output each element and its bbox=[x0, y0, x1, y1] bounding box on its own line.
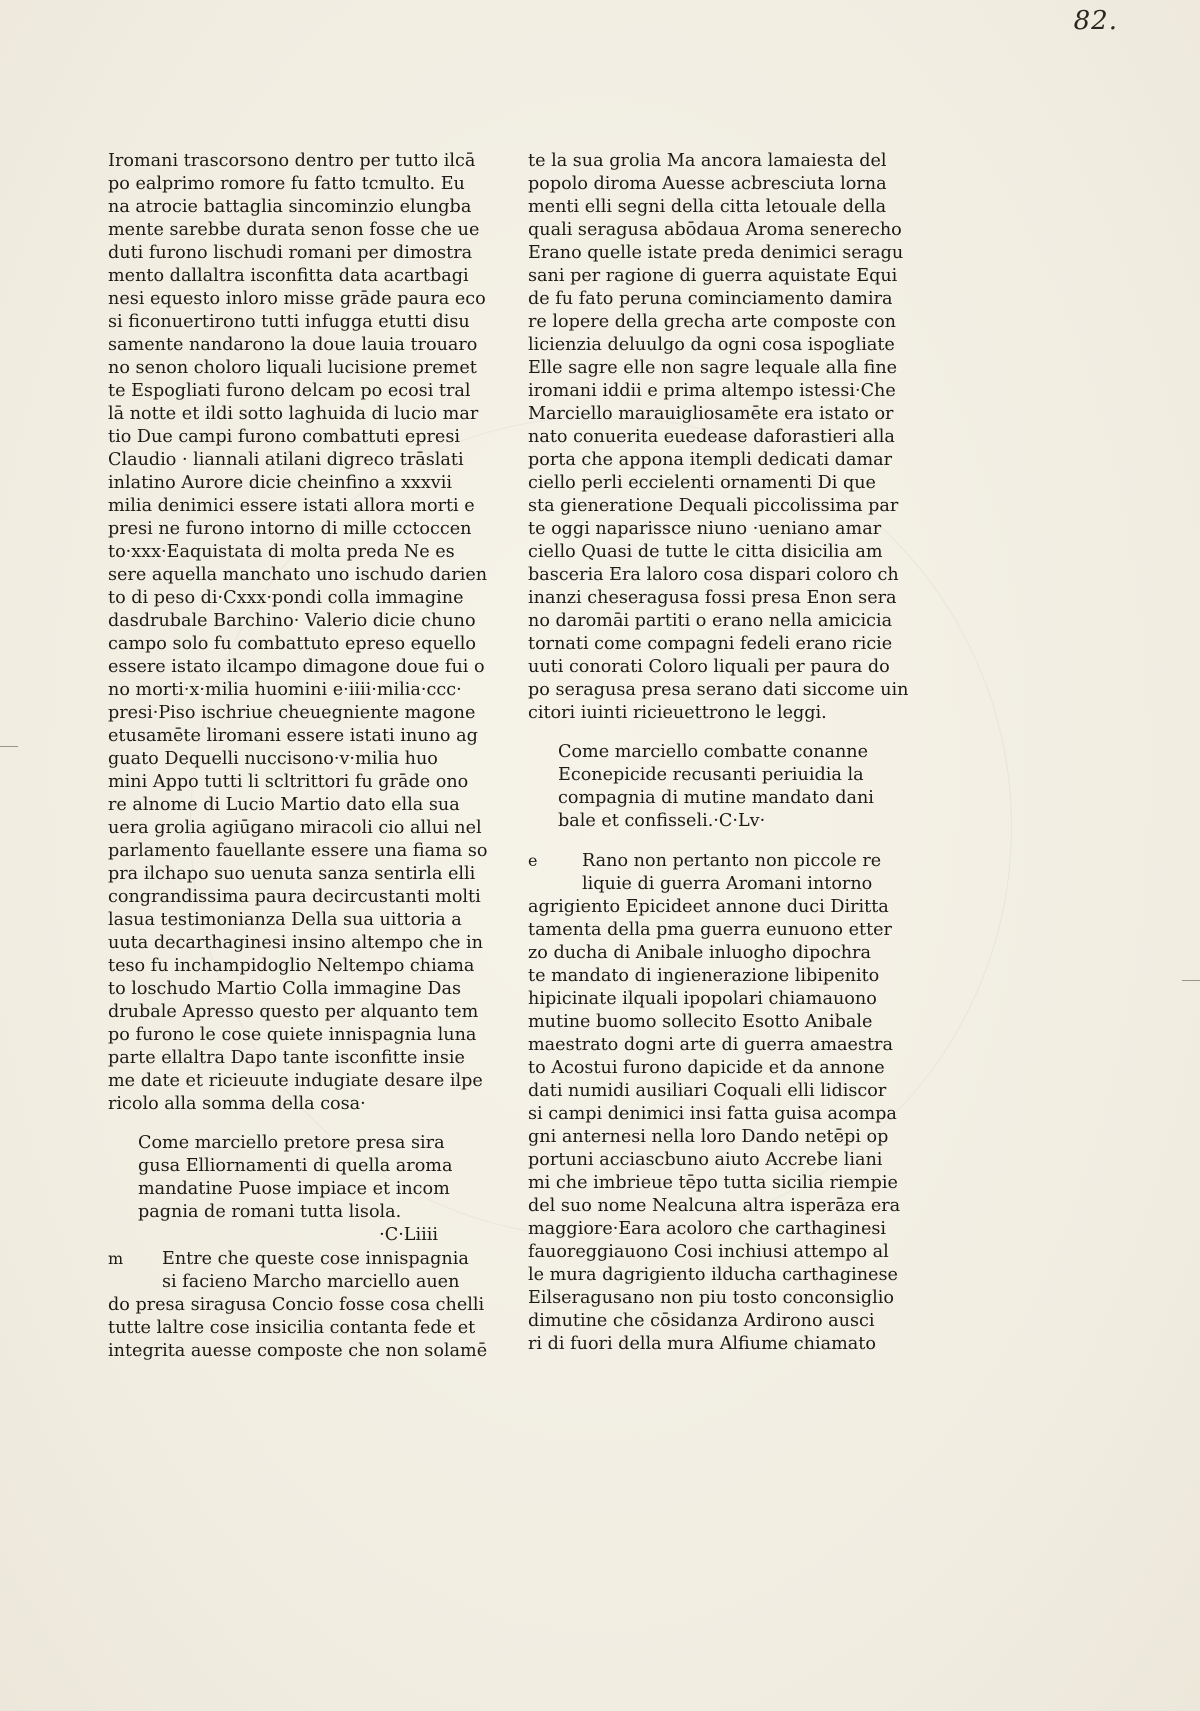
heading-line: compagnia di mutine mandato dani bbox=[558, 788, 874, 808]
text-line: licienzia deluulgo da ogni cosa ispogliate bbox=[528, 335, 895, 355]
text-line-content: agrigiento Epicideet annone duci Diritta bbox=[528, 897, 889, 917]
text-line: tornati come compagni fedeli erano ricie bbox=[528, 634, 893, 654]
text-line: to·xxx·Eaquistata di molta preda Ne es bbox=[108, 542, 455, 562]
initial-letter: e bbox=[528, 851, 538, 870]
text-line: ciello Quasi de tutte le citta disicilia am bbox=[528, 542, 883, 562]
text-line bbox=[528, 1218, 887, 1241]
text-line: tio Due campi furono combattuti epresi bbox=[108, 427, 460, 447]
text-line: te Espogliati furono delcam po ecosi tral bbox=[108, 381, 471, 401]
text-line: uuta decarthaginesi insino altempo che in bbox=[108, 933, 484, 953]
text-line-content: si facieno Marcho marciello auen bbox=[162, 1272, 460, 1292]
text-line: milia denimici essere istati allora morti e bbox=[108, 496, 475, 516]
text-line bbox=[108, 1340, 488, 1363]
margin-mark-left bbox=[0, 746, 18, 747]
text-line bbox=[528, 919, 892, 942]
text-line: lā notte et ildi sotto laghuida di lucio mar bbox=[108, 404, 479, 424]
text-line bbox=[528, 1149, 883, 1172]
text-line-content: portuni acciascbuno aiuto Accrebe liani bbox=[528, 1150, 883, 1170]
text-line bbox=[108, 1247, 469, 1271]
text-line: si ficonuertirono tutti infugga etutti disu bbox=[108, 312, 470, 332]
text-line: nesi equesto inloro misse grāde paura eco bbox=[108, 289, 486, 309]
text-line bbox=[528, 1080, 887, 1103]
left-body-text bbox=[108, 150, 488, 1116]
text-line bbox=[528, 965, 880, 988]
text-line-content: dati numidi ausiliari Coquali elli lidiscor bbox=[528, 1081, 887, 1101]
left-chapter-number: ·C·Liiii bbox=[379, 1225, 438, 1245]
text-line: uera grolia agiūgano miracoli cio allui nel bbox=[108, 818, 482, 838]
text-line-content: mi che imbrieue tēpo tutta sicilia riempie bbox=[528, 1173, 898, 1193]
heading-line: pagnia de romani tutta lisola. bbox=[138, 1202, 402, 1222]
heading-line: Come marciello combatte conanne bbox=[558, 742, 869, 762]
text-line bbox=[108, 1294, 485, 1317]
text-line: parlamento fauellante essere una fiama so bbox=[108, 841, 488, 861]
text-line: te la sua grolia Ma ancora lamaiesta del bbox=[528, 151, 887, 171]
text-line bbox=[528, 896, 889, 919]
text-line: iromani iddii e prima altempo istessi·Che bbox=[528, 381, 896, 401]
text-line: teso fu inchampidoglio Neltempo chiama bbox=[108, 956, 475, 976]
text-line: pra ilchapo suo uenuta sanza sentirla elli bbox=[108, 864, 476, 884]
text-line bbox=[528, 1011, 873, 1034]
text-line: mini Appo tutti li scltrittori fu grāde ono bbox=[108, 772, 469, 792]
text-line: nato conuerita euedease daforastieri alla bbox=[528, 427, 895, 447]
text-line: presi ne furono intorno di mille cctoccen bbox=[108, 519, 472, 539]
heading-line: mandatine Puose impiace et incom bbox=[138, 1179, 450, 1199]
text-line bbox=[528, 1103, 897, 1126]
text-line: congrandissima paura decircustanti molti bbox=[108, 887, 481, 907]
text-line: menti elli segni della citta letouale della bbox=[528, 197, 887, 217]
text-line-content: tutte laltre cose insicilia contanta fede et bbox=[108, 1318, 476, 1338]
left-column bbox=[108, 150, 488, 1363]
text-line-content: fauoreggiauono Cosi inchiusi attempo al bbox=[528, 1242, 889, 1262]
right-chapter-heading bbox=[528, 741, 874, 833]
text-line: re lopere della grecha arte composte con bbox=[528, 312, 896, 332]
text-line: no daromāi partiti o erano nella amicicia bbox=[528, 611, 893, 631]
text-line: no senon choloro liquali lucisione premet bbox=[108, 358, 477, 378]
text-line bbox=[528, 988, 877, 1011]
text-line: presi·Piso ischriue cheuegniente magone bbox=[108, 703, 476, 723]
text-line: lasua testimonianza Della sua uittoria a bbox=[108, 910, 462, 930]
text-line: campo solo fu combattuto epreso equello bbox=[108, 634, 476, 654]
text-line: na atrocie battaglia sincominzio elungba bbox=[108, 197, 472, 217]
heading-line: Come marciello pretore presa sira bbox=[138, 1133, 445, 1153]
text-line: quali seragusa abōdaua Aroma senerecho bbox=[528, 220, 902, 240]
text-line bbox=[528, 1333, 876, 1356]
text-line: citori iuinti ricieuettrono le leggi. bbox=[528, 703, 827, 723]
text-line: po furono le cose quiete innispagnia luna bbox=[108, 1025, 477, 1045]
text-line: Claudio · liannali atilani digreco trāslati bbox=[108, 450, 464, 470]
text-line: ciello perli eccielenti ornamenti Di que bbox=[528, 473, 876, 493]
text-line bbox=[528, 1310, 875, 1333]
text-line bbox=[528, 1126, 889, 1149]
text-line-content: Rano non pertanto non piccole re bbox=[582, 851, 882, 871]
text-line: po ealprimo romore fu fatto tcmulto. Eu bbox=[108, 174, 465, 194]
text-line-content: do presa siragusa Concio fosse cosa chelli bbox=[108, 1295, 485, 1315]
text-line bbox=[528, 1057, 885, 1080]
text-line: uuti conorati Coloro liquali per paura do bbox=[528, 657, 890, 677]
text-line: to di peso di·Cxxx·pondi colla immagine bbox=[108, 588, 464, 608]
text-line-content: te mandato di ingienerazione libipenito bbox=[528, 966, 880, 986]
text-line: mento dallaltra isconfitta data acartbagi bbox=[108, 266, 469, 286]
text-line: sani per ragione di guerra aquistate Equi bbox=[528, 266, 898, 286]
initial-letter: m bbox=[108, 1249, 124, 1268]
text-line bbox=[528, 1287, 894, 1310]
text-line: ricolo alla somma della cosa· bbox=[108, 1094, 366, 1114]
text-line bbox=[528, 1264, 898, 1287]
text-line: etusamēte liromani essere istati inuno ag bbox=[108, 726, 478, 746]
text-line: sere aquella manchato uno ischudo darien bbox=[108, 565, 488, 585]
heading-line-text: bale et confisseli. bbox=[558, 811, 714, 831]
text-line-content: maggiore·Eara acoloro che carthaginesi bbox=[528, 1219, 887, 1239]
left-chapter-heading bbox=[108, 1132, 453, 1224]
page-number: 82. bbox=[1073, 6, 1118, 36]
text-line: Iromani trascorsono dentro per tutto ilcā bbox=[108, 151, 476, 171]
text-line: no morti·x·milia huomini e·iiii·milia·ccc· bbox=[108, 680, 462, 700]
text-line-content: liquie di guerra Aromani intorno bbox=[582, 874, 873, 894]
right-column bbox=[528, 150, 909, 1356]
text-line: re alnome di Lucio Martio dato ella sua bbox=[108, 795, 460, 815]
text-line bbox=[528, 1172, 898, 1195]
right-body-text bbox=[528, 150, 909, 725]
text-line: Marciello marauigliosamēte era istato or bbox=[528, 404, 894, 424]
heading-line bbox=[558, 810, 860, 833]
right-chapter-number: ·C·Lv· bbox=[713, 811, 766, 831]
text-line: basceria Era laloro cosa dispari coloro ch bbox=[528, 565, 899, 585]
text-line-content: hipicinate ilquali ipopolari chiamauono bbox=[528, 989, 877, 1009]
text-line: de fu fato peruna cominciamento damira bbox=[528, 289, 893, 309]
text-line: popolo diroma Auesse acbresciuta lorna bbox=[528, 174, 887, 194]
text-line bbox=[528, 942, 871, 965]
text-line: essere istato ilcampo dimagone doue fui o bbox=[108, 657, 485, 677]
right-chapter-opening-text bbox=[528, 849, 901, 1356]
text-line-content: Entre che queste cose innispagnia bbox=[162, 1249, 469, 1269]
heading-line: gusa Elliornamenti di quella aroma bbox=[138, 1156, 453, 1176]
text-line: te oggi naparissce niuno ·ueniano amar bbox=[528, 519, 882, 539]
text-line bbox=[108, 1271, 460, 1294]
text-line: samente nandarono la doue lauia trouaro bbox=[108, 335, 478, 355]
text-line-content: integrita auesse composte che non solamē bbox=[108, 1341, 488, 1361]
text-line-content: si campi denimici insi fatta guisa acompa bbox=[528, 1104, 897, 1124]
text-line: inanzi cheseragusa fossi presa Enon sera bbox=[528, 588, 897, 608]
text-line: drubale Apresso questo per alquanto tem bbox=[108, 1002, 479, 1022]
text-line: mente sarebbe durata senon fosse che ue bbox=[108, 220, 480, 240]
text-line-content: to Acostui furono dapicide et da annone bbox=[528, 1058, 885, 1078]
text-line bbox=[108, 1317, 476, 1340]
text-line-content: Eilseragusano non piu tosto conconsiglio bbox=[528, 1288, 894, 1308]
text-line: duti furono lischudi romani per dimostra bbox=[108, 243, 473, 263]
text-line-content: mutine buomo sollecito Esotto Anibale bbox=[528, 1012, 873, 1032]
text-line-content: tamenta della pma guerra eunuono etter bbox=[528, 920, 892, 940]
margin-mark-right bbox=[1182, 980, 1200, 981]
heading-line: Econepicide recusanti periuidia la bbox=[558, 765, 864, 785]
text-line bbox=[528, 1034, 893, 1057]
text-line-content: zo ducha di Anibale inluogho dipochra bbox=[528, 943, 871, 963]
text-line bbox=[528, 873, 873, 896]
text-line: parte ellaltra Dapo tante isconfitte insie bbox=[108, 1048, 465, 1068]
text-line: Elle sagre elle non sagre lequale alla fine bbox=[528, 358, 898, 378]
text-line: to loschudo Martio Colla immagine Das bbox=[108, 979, 461, 999]
text-line: dasdrubale Barchino· Valerio dicie chuno bbox=[108, 611, 476, 631]
text-line bbox=[528, 1195, 901, 1218]
text-line: Erano quelle istate preda denimici seragu bbox=[528, 243, 904, 263]
text-line-content: gni anternesi nella loro Dando netēpi op bbox=[528, 1127, 889, 1147]
text-line bbox=[528, 849, 882, 873]
text-line-content: del suo nome Nealcuna altra isperāza era bbox=[528, 1196, 901, 1216]
text-line-content: dimutine che cōsidanza Ardirono ausci bbox=[528, 1311, 875, 1331]
text-line: po seragusa presa serano dati siccome uin bbox=[528, 680, 909, 700]
text-line-content: le mura dagrigiento ilducha carthaginese bbox=[528, 1265, 898, 1285]
text-line-content: maestrato dogni arte di guerra amaestra bbox=[528, 1035, 893, 1055]
text-line bbox=[528, 1241, 889, 1264]
text-line: me date et ricieuute indugiate desare ilpe bbox=[108, 1071, 483, 1091]
text-line: guato Dequelli nuccisono·v·milia huo bbox=[108, 749, 438, 769]
left-chapter-opening-text bbox=[108, 1247, 488, 1363]
text-line-content: ri di fuori della mura Alfiume chiamato bbox=[528, 1334, 876, 1354]
text-line: sta gieneratione Dequali piccolissima par bbox=[528, 496, 899, 516]
text-line: inlatino Aurore dicie cheinfino a xxxvii bbox=[108, 473, 452, 493]
text-line: porta che appona itempli dedicati damar bbox=[528, 450, 893, 470]
